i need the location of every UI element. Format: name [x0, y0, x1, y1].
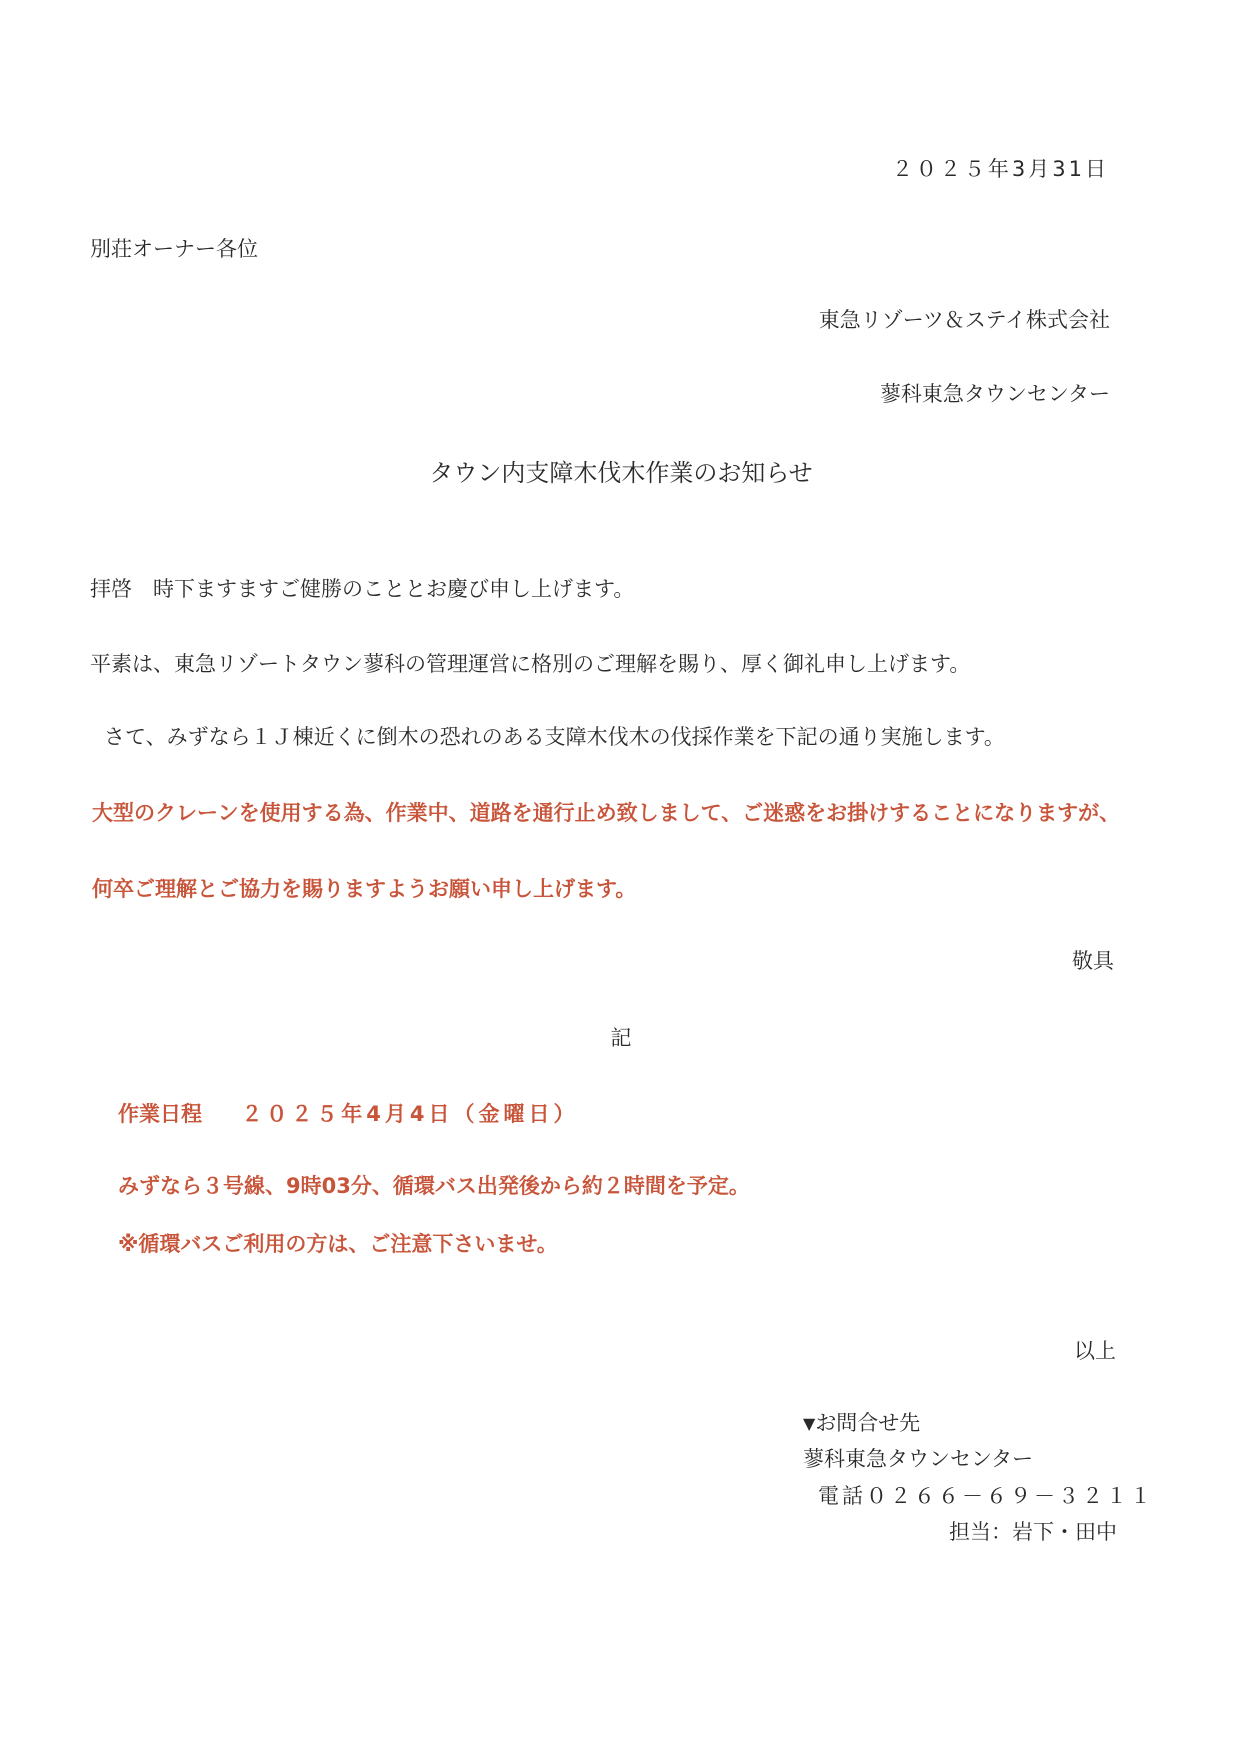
sender-company: 東急リゾーツ＆ステイ株式会社	[818, 308, 1110, 332]
warning-line-2: 何卒ご理解とご協力を賜りますようお願い申し上げます。	[92, 877, 637, 901]
intro-paragraph: 平素は、東急リゾートタウン蓼科の管理運営に格別のご理解を賜り、厚く御礼申し上げます。	[90, 652, 971, 676]
bus-notice: ※循環バスご利用の方は、ご注意下さいませ。	[118, 1232, 558, 1256]
closing-ijou: 以上	[1074, 1339, 1116, 1363]
schedule-date: ２０２５年4月4日（金曜日）	[241, 1102, 579, 1126]
contact-heading	[803, 1409, 920, 1438]
ki-heading: 記	[610, 1026, 632, 1050]
contact-label-text: お問合せ先	[815, 1411, 921, 1435]
schedule-detail: みずなら３号線、9時03分、循環バス出発後から約２時間を予定。	[118, 1174, 750, 1198]
sender-center: 蓼科東急タウンセンター	[879, 382, 1110, 406]
work-description-paragraph: さて、みずなら１Ｊ棟近くに倒木の恐れのある支障木伐木の伐採作業を下記の通り実施します。	[104, 725, 1005, 749]
recipient: 別荘オーナー各位	[90, 237, 258, 261]
contact-phone: 電話０２６６－６９－３２１１	[818, 1484, 1154, 1508]
schedule-label: 作業日程	[118, 1102, 202, 1126]
greeting-paragraph: 拝啓 時下ますますご健勝のこととお慶び申し上げます。	[90, 577, 635, 601]
schedule-line	[118, 1100, 579, 1128]
contact-person: 担当：岩下・田中	[949, 1520, 1117, 1544]
warning-line-1: 大型のクレーンを使用する為、作業中、道路を通行止め致しまして、ご迷惑をお掛けすることになりますが、	[92, 801, 1121, 825]
document-date: ２０２５年3月31日	[891, 157, 1109, 181]
document-title: タウン内支障木伐木作業のお知らせ	[429, 459, 813, 487]
closing-keigu: 敬具	[1072, 949, 1114, 973]
contact-center: 蓼科東急タウンセンター	[803, 1447, 1034, 1471]
down-triangle-icon: ▼	[803, 1414, 816, 1433]
